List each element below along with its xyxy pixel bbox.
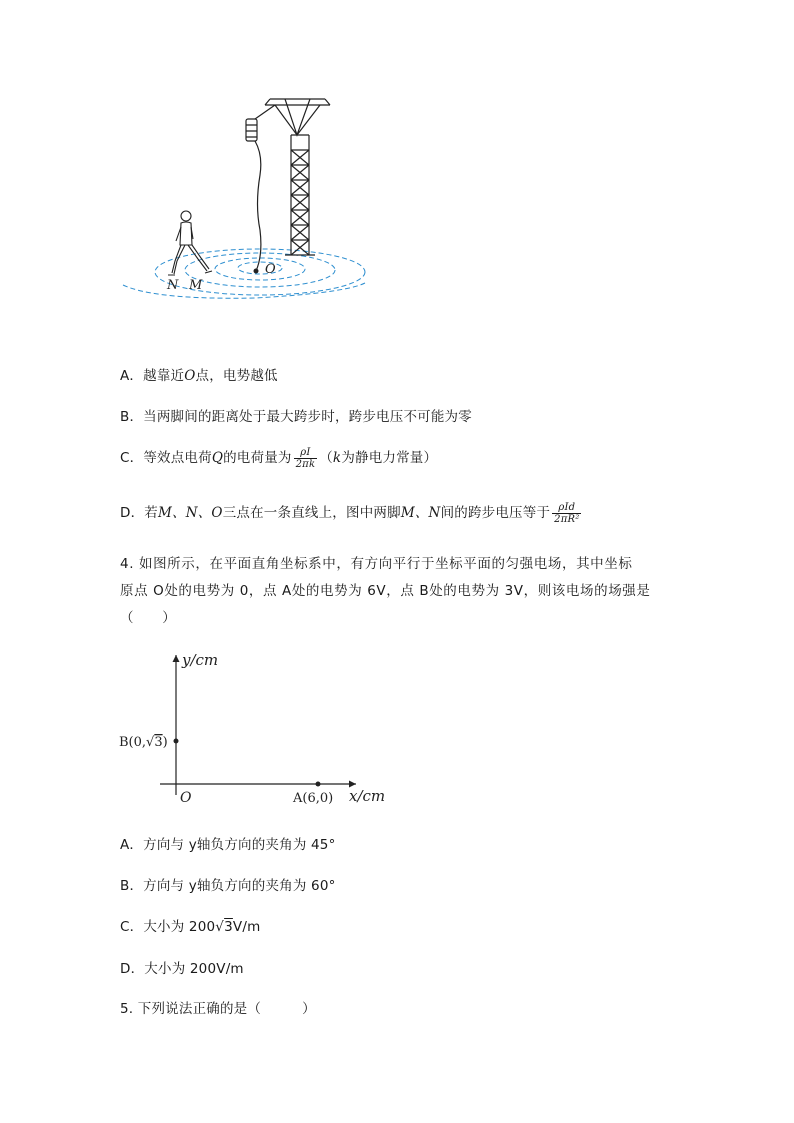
label-M: M — [189, 278, 203, 293]
q3-option-d-vars2: M、N — [400, 505, 441, 521]
label-N: N — [167, 278, 179, 293]
q3-option-c-fraction — [294, 447, 318, 470]
q3-option-a-pre: A．越靠近 — [120, 368, 185, 384]
sqrt-sign: √ — [215, 919, 225, 935]
q4-coordinate-figure — [112, 645, 392, 815]
q4-option-c-pre: C．大小为 200 — [120, 919, 216, 935]
fraction-denominator: 2πR² — [554, 513, 580, 525]
q4-stem — [120, 551, 680, 632]
q3-option-a — [120, 364, 278, 384]
walking-person — [168, 211, 212, 275]
q4-stem-line-2: 原点 O处的电势为 0，点 A处的电势为 6V，点 B处的电势为 3V，则该电场的场强是 — [120, 583, 651, 599]
x-axis-label: x/cm — [349, 787, 386, 805]
point-B-label-pre: B(0, — [119, 735, 147, 750]
q3-option-c — [120, 446, 437, 470]
fraction-numerator: ρId — [552, 502, 581, 514]
q4-option-c-post: V/m — [232, 919, 261, 935]
point-A-label: A(6,0) — [293, 791, 334, 806]
q3-option-d-mid2: 间的跨步电压等于 — [440, 505, 551, 521]
q3-option-a-post: 点，电势越低 — [195, 368, 278, 384]
q3-option-d-mid1: 三点在一条直线上，图中两脚 — [222, 505, 401, 521]
q3-option-c-var: Q — [211, 450, 224, 466]
q3-option-c-paren: （ — [319, 450, 333, 466]
point-A — [316, 782, 321, 787]
q4-stem-line-1: 4. 如图所示，在平面直角坐标系中，有方向平行于坐标平面的匀强电场，其中坐标 — [120, 556, 633, 572]
q3-option-d-pre: D．若 — [120, 505, 158, 521]
q3-option-b: B．当两脚间的距离处于最大跨步时，跨步电压不可能为零 — [120, 409, 472, 425]
equipotential-ring-5 — [123, 283, 365, 298]
q3-option-c-pre: C．等效点电荷 — [120, 450, 212, 466]
fallen-wire — [255, 141, 261, 271]
q4-option-d: D．大小为 200V/m — [120, 961, 244, 977]
label-O: O — [265, 262, 276, 277]
q4-stem-line-3: （ ） — [120, 610, 177, 626]
point-B — [174, 739, 179, 744]
q3-option-d-vars: M、N、O — [158, 505, 223, 521]
insulator — [246, 119, 257, 141]
ground-point-O — [254, 269, 259, 274]
q4-option-b: B．方向与 y轴负方向的夹角为 60° — [120, 878, 336, 894]
point-B-label — [119, 735, 168, 750]
q3-option-c-mid: 的电荷量为 — [223, 450, 292, 466]
equipotential-ring-2 — [215, 258, 305, 280]
sqrt-sign: √ — [146, 735, 155, 750]
fraction-numerator: ρI — [294, 447, 318, 459]
transmission-tower — [255, 99, 330, 255]
point-B-radicand: 3 — [154, 735, 163, 750]
point-B-label-post: ) — [162, 735, 168, 750]
q4-option-c — [120, 915, 260, 935]
q3-option-c-var-k: k — [332, 450, 342, 466]
q4-option-c-radicand: 3 — [224, 919, 233, 935]
q3-option-c-post: 为静电力常量） — [341, 450, 438, 466]
q4-option-a: A．方向与 y轴负方向的夹角为 45° — [120, 837, 336, 853]
q3-option-a-var: O — [184, 368, 196, 384]
q3-option-d-fraction — [552, 502, 581, 525]
q3-option-d — [120, 501, 583, 525]
q5-stem: 5. 下列说法正确的是（ ） — [120, 1001, 316, 1017]
origin-label: O — [180, 790, 192, 806]
tower-step-voltage-figure — [115, 95, 375, 305]
y-axis-label: y/cm — [182, 651, 219, 669]
fraction-denominator: 2πk — [295, 458, 316, 470]
